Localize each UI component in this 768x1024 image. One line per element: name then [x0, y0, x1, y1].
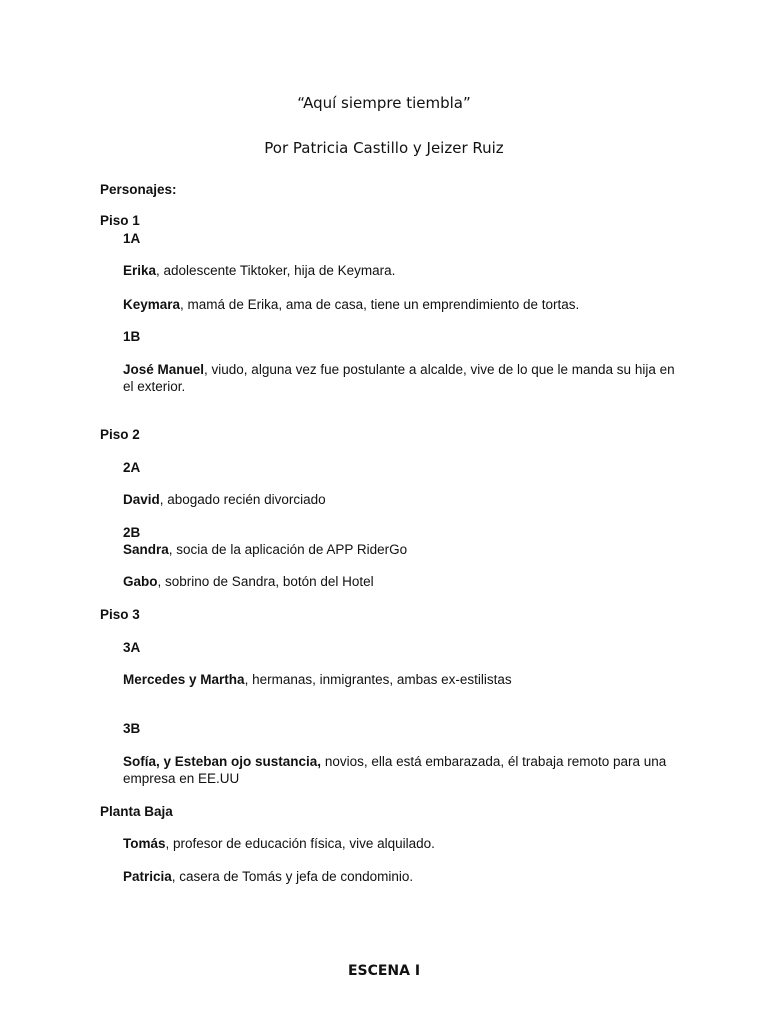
unit-1b-heading: 1B	[123, 329, 141, 344]
scene-heading: ESCENA I	[347, 963, 421, 979]
character-description: , profesor de educación física, vive alquilado.	[165, 836, 435, 851]
character-name: Sofía, y Esteban ojo sustancia,	[123, 754, 322, 769]
character-erika	[123, 263, 395, 280]
character-description: , socia de la aplicación de APP RiderGo	[168, 542, 408, 557]
character-description: , viudo, alguna vez fue postulante a alcalde, vive de lo que le manda su hija en el exterior.	[123, 362, 675, 394]
piso-3-heading: Piso 3	[100, 607, 140, 622]
character-keymara	[123, 297, 579, 314]
character-name: Erika	[123, 263, 157, 278]
character-sofia-esteban	[123, 754, 683, 787]
play-title: “Aquí siempre tiembla”	[297, 94, 471, 112]
character-david	[123, 492, 326, 509]
character-name: Patricia	[123, 869, 172, 884]
character-mercedes-martha	[123, 672, 512, 689]
planta-baja-heading: Planta Baja	[100, 804, 173, 819]
character-tomas	[123, 836, 435, 853]
unit-3a-heading: 3A	[123, 640, 141, 655]
character-name: Sandra	[123, 542, 169, 557]
character-gabo	[123, 574, 374, 591]
character-patricia	[123, 869, 413, 886]
character-description: , adolescente Tiktoker, hija de Keymara.	[156, 263, 396, 278]
character-description: , abogado recién divorciado	[159, 492, 326, 507]
character-sandra	[123, 542, 407, 559]
play-authors: Por Patricia Castillo y Jeizer Ruiz	[264, 139, 504, 157]
character-name: David	[123, 492, 160, 507]
character-description: , hermanas, inmigrantes, ambas ex-estilistas	[244, 672, 512, 687]
character-description: novios, ella está embarazada, él trabaja remoto para una empresa en EE.UU	[123, 754, 667, 786]
character-name: Keymara	[123, 297, 181, 312]
character-description: , mamá de Erika, ama de casa, tiene un emprendimiento de tortas.	[180, 297, 580, 312]
character-name: José Manuel	[123, 362, 205, 377]
piso-1-heading: Piso 1	[100, 213, 140, 228]
unit-2b-heading: 2B	[123, 525, 141, 540]
unit-3b-heading: 3B	[123, 721, 141, 736]
character-name: Tomás	[123, 836, 166, 851]
character-name: Mercedes y Martha	[123, 672, 245, 687]
personajes-heading: Personajes:	[100, 182, 177, 197]
character-jose-manuel	[123, 362, 683, 395]
unit-1a-heading: 1A	[123, 231, 141, 246]
character-description: , sobrino de Sandra, botón del Hotel	[157, 574, 374, 589]
piso-2-heading: Piso 2	[100, 427, 140, 442]
character-description: , casera de Tomás y jefa de condominio.	[171, 869, 414, 884]
unit-2a-heading: 2A	[123, 460, 141, 475]
character-name: Gabo	[123, 574, 158, 589]
